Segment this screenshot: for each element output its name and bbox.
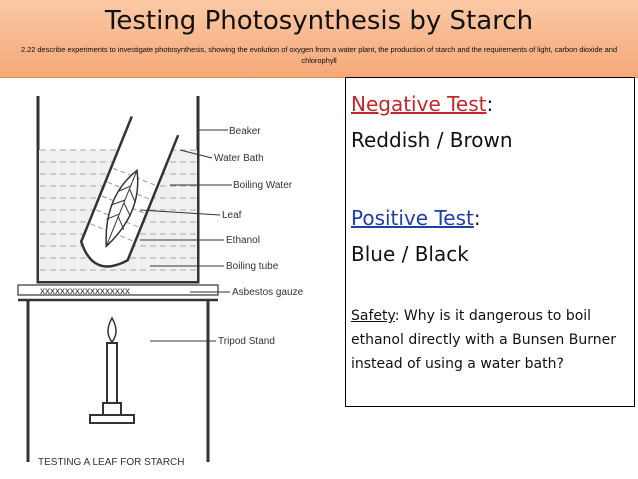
negative-test-heading <box>351 92 493 116</box>
diagram-caption: TESTING A LEAF FOR STARCH <box>38 457 185 468</box>
gauze-marks: xxxxxxxxxxxxxxxxxx <box>40 286 130 297</box>
negative-test-colon: : <box>486 92 494 116</box>
label-tripod-stand: Tripod Stand <box>218 336 275 347</box>
page-title: Testing Photosynthesis by Starch <box>104 6 534 36</box>
positive-test-colon: : <box>473 206 481 230</box>
label-boiling-water: Boiling Water <box>233 180 293 191</box>
positive-test-label: Positive Test <box>351 206 474 230</box>
positive-test-heading <box>351 206 481 230</box>
bunsen-burner <box>90 318 134 423</box>
label-water-bath: Water Bath <box>214 153 264 164</box>
safety-label: Safety <box>351 308 395 324</box>
label-asbestos-gauze: Asbestos gauze <box>232 287 304 298</box>
safety-question <box>351 304 633 376</box>
starch-test-diagram <box>0 80 345 479</box>
safety-text: : Why is it dangerous to boil ethanol directly with a Bunsen Burner instead of using a water bath? <box>351 308 616 372</box>
label-beaker: Beaker <box>229 126 261 137</box>
header-banner <box>0 0 638 78</box>
label-boiling-tube: Boiling tube <box>226 261 279 272</box>
page-subtitle: 2.22 describe experiments to investigate photosynthesis, showing the evolution of oxygen from a water plant, the production of starch and the requirements of light, carbon dioxide and chlorophyll <box>21 45 617 65</box>
positive-test-result: Blue / Black <box>351 242 469 266</box>
results-panel <box>345 77 635 407</box>
label-leaf: Leaf <box>222 210 242 221</box>
negative-test-label: Negative Test <box>351 92 487 116</box>
negative-test-result: Reddish / Brown <box>351 128 513 152</box>
label-ethanol: Ethanol <box>226 235 260 246</box>
